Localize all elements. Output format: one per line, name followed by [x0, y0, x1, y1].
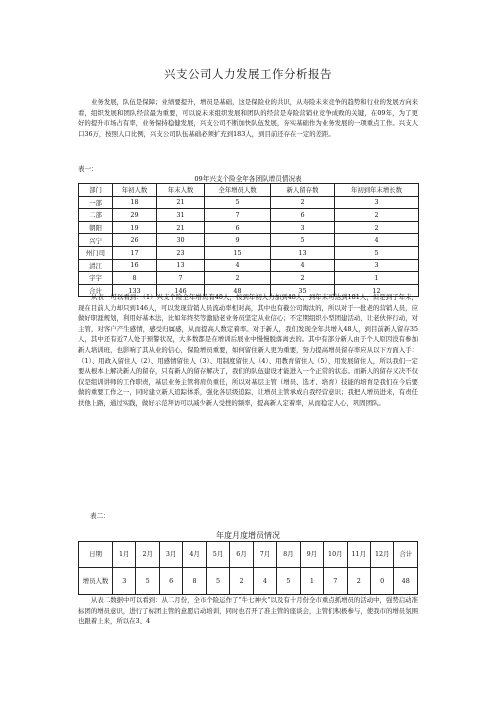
- table-cell: 29: [113, 209, 157, 222]
- table-cell: 146: [157, 284, 205, 297]
- table2-value-row: [79, 568, 418, 595]
- table-row: [79, 259, 419, 272]
- table1-caption: 09年兴支个险全年各团队增员情况表: [194, 175, 302, 183]
- table-cell: 合计: [79, 284, 113, 297]
- table-cell: 5: [205, 196, 271, 209]
- table-cell: 3: [335, 259, 419, 272]
- table-cell: 13: [271, 246, 335, 259]
- table-cell: 5: [335, 246, 419, 259]
- table-cell: 8: [113, 272, 157, 285]
- table-cell: 2: [335, 209, 419, 222]
- analysis-paragraph: 从表一可以看到：（1）兴支个险全年增员有48人，按到年初人力加到48人，到年末可达到181人，但是到了年末，现在目前人力却只到146人，可以发现营销人员流动率相对高，其中也有截公司淘汰的，所以对于一批老的营销人员，应做好职涯规划，利用好基本法，比如年终奖等激励老业务员坚定从业信心；不定期组织小型团建活动，让老伙伴行动，对主管，对客户产生感情，感受归属感，从而提高人数定着率。对于新人，我们发现全年共增入48人，到目前新人留存35人，其中还有近7人处于预警状况，大多数都是在增训后展业中慢慢脱落离去的。其中有部分新人由于个人原因没有参加新人培训班，也影响了其从业的信心，保险增员重要，如何留住新人更为重要，努力提高增员留存率应从以下方面入手：（1）、用政入留住人（2）、用感情留住人（3）、用制度留住人（4）、用教育留住人（5）、用发展留住人，所以我们一定要从根本上解决新人的留存，只有新人的留存解决了，我们的队伍建设才能进入一个正常的状态。而新人的留存又决不仅仅是组训讲师的工作职责，基层业务主管将肩负重任，所以对基层主管（增员、选才、培育）技能的培育是我们在今后要做的重要工作之一，同时建立新人追踪体系，强化各层级追踪，让增员主管承成自我经营意识；我把人增员进来，有责任扶他上路，通过实践，做好示范拜访可以减少新人受挫的频率，提高新人定着率，从而稳定人心，巩固团队。: [78, 293, 418, 407]
- value-cell: 4: [253, 568, 276, 595]
- table2-row-label: 日期: [79, 542, 113, 568]
- table-cell: 全年增员人数: [205, 184, 271, 197]
- table-cell: 48: [205, 284, 271, 297]
- table-cell: 二部: [79, 209, 113, 222]
- table2: [78, 541, 418, 595]
- table-cell: 21: [157, 221, 205, 234]
- month-cell: 12月: [370, 542, 393, 568]
- table-cell: 宇宇: [79, 272, 113, 285]
- table-cell: 2: [271, 272, 335, 285]
- month-cell: 2月: [136, 542, 159, 568]
- table-cell: 新人留存数: [271, 184, 335, 197]
- table-cell: 13: [157, 259, 205, 272]
- table-cell: 30: [157, 234, 205, 247]
- value-cell: 8: [183, 568, 206, 595]
- table-cell: 6: [271, 209, 335, 222]
- table-cell: 2: [205, 272, 271, 285]
- table-row: [79, 209, 419, 222]
- table2-month-row: [79, 542, 418, 568]
- month-cell: 10月: [324, 542, 347, 568]
- month-cell: 8月: [277, 542, 300, 568]
- table-cell: 州门司: [79, 246, 113, 259]
- table-cell: 4: [205, 259, 271, 272]
- table-row: [79, 196, 419, 209]
- table1-header-row: [79, 184, 419, 197]
- table-cell: 兴宁: [79, 234, 113, 247]
- value-cell: 5: [277, 568, 300, 595]
- table-row: [79, 246, 419, 259]
- table-cell: 4: [271, 259, 335, 272]
- value-cell: 2: [230, 568, 253, 595]
- month-cell: 5月: [206, 542, 229, 568]
- closing-paragraph: 从表二数据中可以看到：从二月份，全市个险运作了“牛七神火”以及有十月份全市重点抓增员的活动中，强势启动准标团的增员意识，进行了标团主管的意愿启动培训，同时也召开了准主管的座谈会，主管们积极参与，使我市的增员氛围也跟着上来，所以在3、4: [78, 596, 418, 626]
- table-cell: 年初人数: [113, 184, 157, 197]
- month-cell: 3月: [159, 542, 182, 568]
- table-cell: 清江: [79, 259, 113, 272]
- table-cell: 7: [157, 272, 205, 285]
- table-cell: 3: [271, 221, 335, 234]
- table-cell: 年初到年末增长数: [335, 184, 419, 197]
- value-cell: 6: [159, 568, 182, 595]
- table-cell: 18: [113, 196, 157, 209]
- month-cell: 6月: [230, 542, 253, 568]
- table-cell: 5: [271, 234, 335, 247]
- page-title: 兴支公司人力发展工作分析报告: [164, 67, 332, 81]
- value-cell: 5: [136, 568, 159, 595]
- table2-label: 表二：: [90, 512, 110, 520]
- table-cell: 12: [335, 284, 419, 297]
- value-cell: 2: [347, 568, 370, 595]
- table-cell: 19: [113, 221, 157, 234]
- value-cell: 3: [113, 568, 136, 595]
- value-cell: 7: [324, 568, 347, 595]
- table2-caption: 年度月度增员情况: [216, 531, 280, 540]
- table-row: [79, 272, 419, 285]
- table-row: [79, 234, 419, 247]
- table-cell: 部门: [79, 184, 113, 197]
- value-cell: 48: [394, 568, 418, 595]
- table-cell: 4: [335, 234, 419, 247]
- table-cell: 23: [157, 246, 205, 259]
- table-cell: 16: [113, 259, 157, 272]
- table-cell: 年末人数: [157, 184, 205, 197]
- table-cell: 9: [205, 234, 271, 247]
- month-cell: 1月: [113, 542, 136, 568]
- table-cell: 15: [205, 246, 271, 259]
- table-cell: 3: [335, 196, 419, 209]
- table-cell: 35: [271, 284, 335, 297]
- value-cell: 1: [300, 568, 323, 595]
- value-cell: 0: [370, 568, 393, 595]
- table-cell: 6: [205, 221, 271, 234]
- table1-label: 表一：: [78, 165, 98, 173]
- table1: [78, 183, 419, 297]
- table-cell: 7: [205, 209, 271, 222]
- table-cell: 31: [157, 209, 205, 222]
- table-cell: 朝阳: [79, 221, 113, 234]
- value-cell: 5: [206, 568, 229, 595]
- table-cell: 133: [113, 284, 157, 297]
- month-cell: 合计: [394, 542, 418, 568]
- table2-row-label: 增员人数: [79, 568, 113, 595]
- table-cell: 1: [335, 272, 419, 285]
- table-cell: 2: [271, 196, 335, 209]
- table-cell: 17: [113, 246, 157, 259]
- intro-paragraph: 业务发展，队伍是保障；业绩要提升，增员是基础，这是保险业的共识，从寿险未来竞争的趋势和行业的发展方向来看，组织发展和团队经营最为重要，可以说未来组织发展和团队的经营是寿险营销业竞争成败的关键，在09年，为了更好的提升市场占有率，业务保持稳健发展，兴支公司不断加快队伍发展，夯实基础作为业务发展的一项重点工作。兴支人口36万，按照人口比例，兴支公司队伍基础必须扩充到183人，到目前还存在一定的差距。: [78, 98, 418, 138]
- month-cell: 4月: [183, 542, 206, 568]
- table-cell: 2: [335, 221, 419, 234]
- table-row: [79, 221, 419, 234]
- table-cell: 21: [157, 196, 205, 209]
- table-cell: 一部: [79, 196, 113, 209]
- table-cell: 26: [113, 234, 157, 247]
- month-cell: 7月: [253, 542, 276, 568]
- month-cell: 11月: [347, 542, 370, 568]
- month-cell: 9月: [300, 542, 323, 568]
